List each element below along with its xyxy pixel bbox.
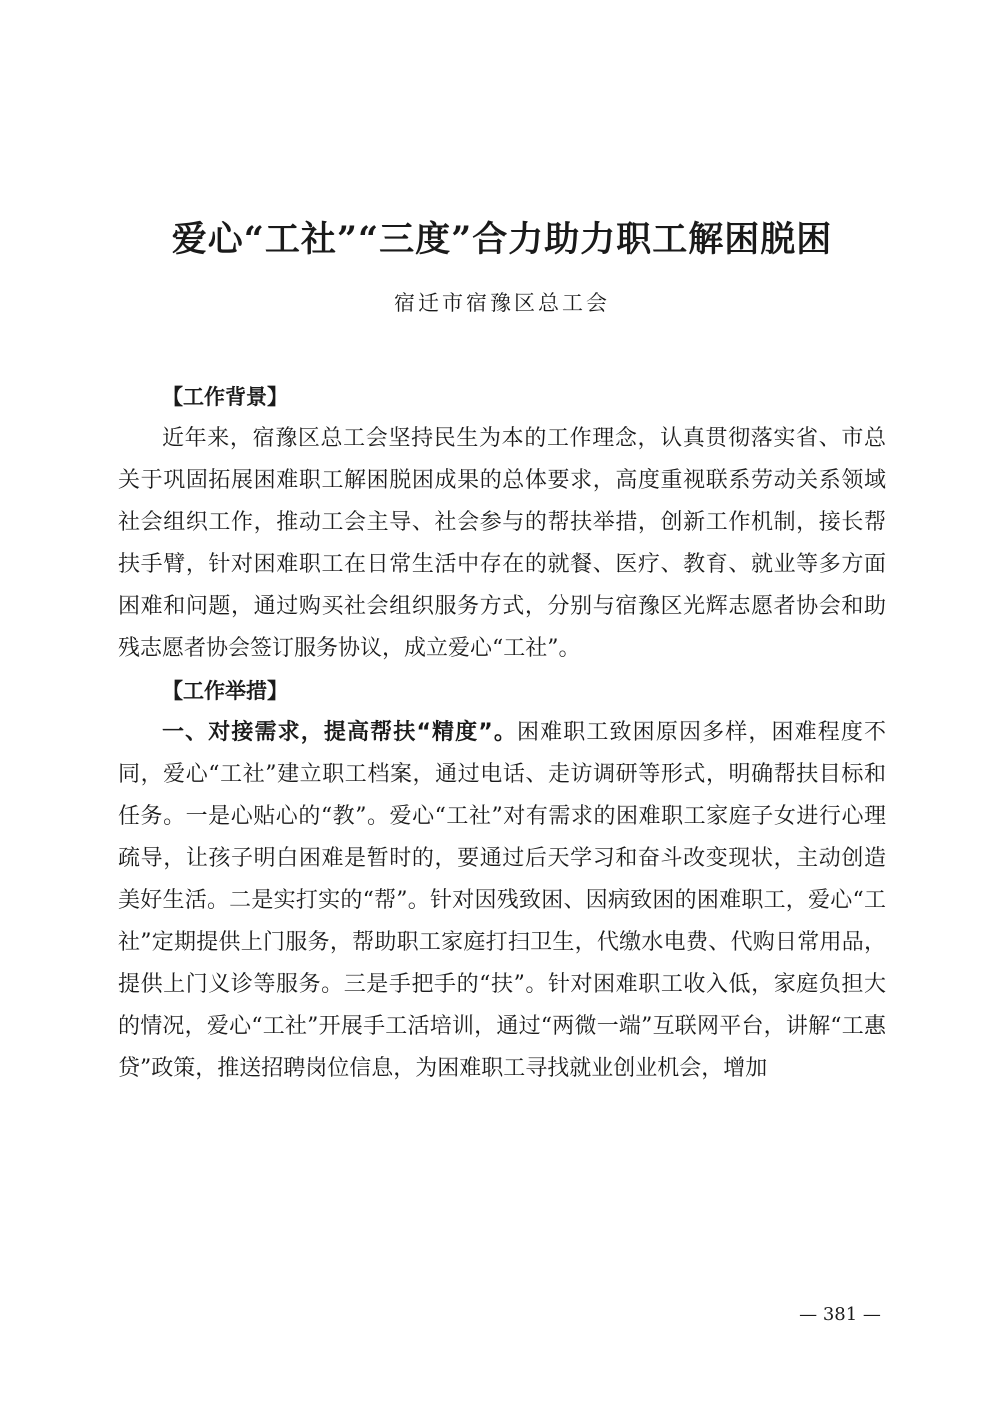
section-heading: 【工作背景】 — [162, 385, 288, 409]
page-number: — 381 — — [799, 1304, 881, 1325]
paragraph — [118, 418, 886, 670]
section-background — [118, 376, 886, 670]
document-title: 爱心“工社”“三度”合力助力职工解困脱困 — [171, 219, 833, 260]
paragraph-text: 近年来，宿豫区总工会坚持民生为本的工作理念，认真贯彻落实省、市总关于巩固拓展困难职工解困脱困成果的总体要求，高度重视联系劳动关系领域社会组织工作，推动工会主导、社会参与的帮扶举措，创新工作机制，接长帮扶手臂，针对困难职工在日常生活中存在的就餐、医疗、教育、就业等多方面困难和问题，通过购买社会组织服务方式，分别与宿豫区光辉志愿者协会和助残志愿者协会签订服务协议，成立爱心“工社”。 — [118, 426, 886, 661]
paragraph — [118, 712, 886, 1090]
paragraph-text: 困难职工致困原因多样，困难程度不同，爱心“工社”建立职工档案，通过电话、走访调研等形式，明确帮扶目标和任务。一是心贴心的“教”。爱心“工社”对有需求的困难职工家庭子女进行心理疏导，让孩子明白困难是暂时的，要通过后天学习和奋斗改变现状，主动创造美好生活。二是实打实的“帮”。针对因残致困、因病致困的困难职工，爱心“工社”定期提供上门服务，帮助职工家庭打扫卫生，代缴水电费、代购日常用品，提供上门义诊等服务。三是手把手的“扶”。针对困难职工收入低，家庭负担大的情况，爱心“工社”开展手工活培训，通过“两微一端”互联网平台，讲解“工惠贷”政策，推送招聘岗位信息，为困难职工寻找就业创业机会，增加 — [118, 720, 886, 1081]
paragraph-lead: 一、对接需求，提高帮扶“精度”。 — [162, 720, 518, 745]
document-body — [118, 376, 886, 1090]
section-measures — [118, 670, 886, 1090]
document-author: 宿迁市宿豫区总工会 — [394, 291, 610, 315]
section-heading: 【工作举措】 — [162, 679, 288, 703]
